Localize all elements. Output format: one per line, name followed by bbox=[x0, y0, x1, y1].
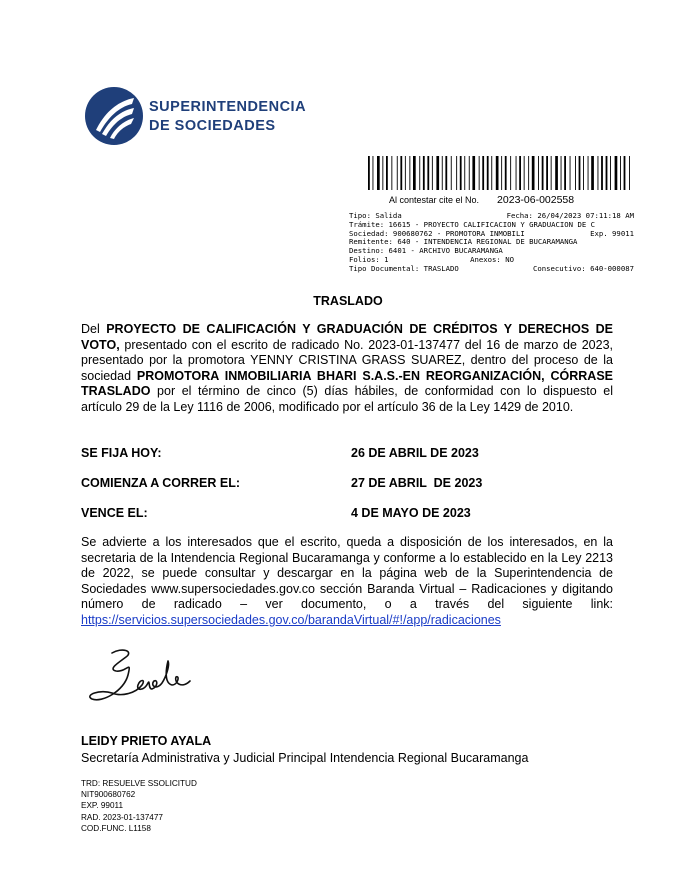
supersociedades-logo-icon bbox=[84, 86, 144, 146]
fija-label: SE FIJA HOY: bbox=[81, 446, 162, 460]
handwritten-signature bbox=[82, 645, 202, 720]
signer-role: Secretaría Administrativa y Judicial Principal Intendencia Regional Bucaramanga bbox=[81, 751, 529, 765]
document-footer: TRD: RESUELVE SSOLICITUD NIT900680762 EXP. 99011 RAD. 2023-01-137477 COD.FUNC. L1158 bbox=[81, 779, 197, 833]
radicado-metadata: Tipo: Salida Fecha: 26/04/2023 07:11:18 AM Trámite: 16615 - PROYECTO CALIFICACION Y GRADUACION DE C Sociedad: 900680762 - PROMOTORA INMOBILI Exp. 99011 Remitente: 640 - INTENDENCIA REGIONAL DE BUCARAMANGA Destino: 6401 - ARCHIVO BUCARAMANGA Folios: 1 Anexos: NO Tipo Documental: TRASLADO Consecutivo: 640-000087 bbox=[349, 211, 634, 273]
vence-label: VENCE EL: bbox=[81, 506, 148, 520]
fija-value: 26 DE ABRIL DE 2023 bbox=[351, 446, 479, 460]
comienza-value: 27 DE ABRIL DE 2023 bbox=[351, 476, 483, 490]
traslado-paragraph: Del PROYECTO DE CALIFICACIÓN Y GRADUACIÓN DE CRÉDITOS Y DERECHOS DE VOTO, presentado con el escrito de radicado No. 2023-01-137477 del 16 de marzo de 2023, presentado por la promotora YENNY CRISTINA GRASS SUAREZ, dentro del proceso de la sociedad PROMOTORA INMOBILIARIA BHARI S.A.S.-EN REORGANIZACIÓN, CÓRRASE TRASLADO por el término de cinco (5) días hábiles, de conformidad con lo dispuesto el artículo 29 de la Ley 1116 de 2006, modificado por el artículo 36 de la Ley 1429 de 2010. bbox=[81, 322, 613, 414]
vence-value: 4 DE MAYO DE 2023 bbox=[351, 506, 471, 520]
document-title: TRASLADO bbox=[313, 294, 383, 308]
comienza-label: COMIENZA A CORRER EL: bbox=[81, 476, 241, 490]
barcode-icon bbox=[368, 156, 634, 190]
signer-name: LEIDY PRIETO AYALA bbox=[81, 734, 212, 748]
baranda-virtual-link[interactable]: https://servicios.supersociedades.gov.co/barandaVirtual/#!/app/radicaciones bbox=[81, 612, 501, 627]
radicado-cite: Al contestar cite el No. 2023-06-002558 bbox=[389, 194, 575, 206]
org-name: SUPERINTENDENCIA DE SOCIEDADES bbox=[149, 99, 307, 134]
notice-paragraph: Se advierte a los interesados que el escrito, queda a disposición de los interesados, en la secretaria de la Intendencia Regional Bucaramanga y conforme a lo establecido en la Ley 2213 de 2022, se puede consultar y descargar en la página web de la Superintendencia de Sociedades www.supersociedades.gov.co sección Baranda Virtual – Radicaciones y digitando número de radicado – ver documento, o a través del siguiente link: https://servicios.supersociedades.gov.co/barandaVirtual/#!/app/radicaciones bbox=[81, 535, 613, 627]
radicado-number: 2023-06-002558 bbox=[497, 194, 575, 206]
